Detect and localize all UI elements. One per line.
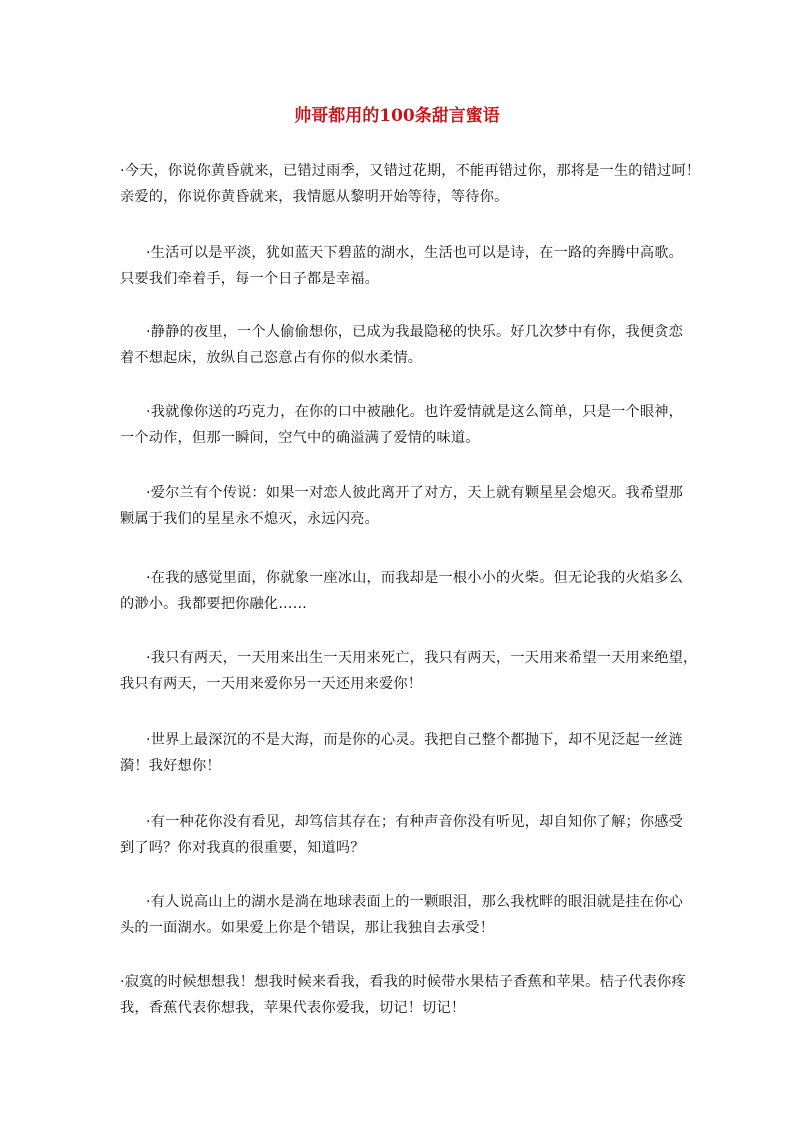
paragraph-line: ·生活可以是平淡，犹如蓝天下碧蓝的湖水，生活也可以是诗，在一路的奔腾中高歌。	[146, 245, 684, 261]
paragraph-line: 头的一面湖水。如果爱上你是个错误，那让我独自去承受！	[120, 920, 495, 936]
paragraph-4	[120, 399, 684, 451]
paragraph-line: 只要我们牵着手，每一个日子都是幸福。	[120, 271, 379, 287]
paragraph-line: 我，香蕉代表你想我，苹果代表你爱我，切记！切记！	[120, 1000, 466, 1016]
paragraph-line: ·世界上最深沉的不是大海，而是你的心灵。我把自己整个都抛下，却不见泛起一丝涟	[146, 732, 684, 748]
paragraph-line: ·寂寞的时候想想我！想我时候来看我，看我的时候带水果桔子香蕉和苹果。桔子代表你疼	[120, 974, 686, 990]
paragraph-line: 到了吗？你对我真的很重要，知道吗？	[120, 840, 365, 856]
paragraph-line: ·爱尔兰有个传说：如果一对恋人彼此离开了对方，天上就有颗星星会熄灭。我希望那	[146, 485, 684, 501]
paragraph-line: ·有一种花你没有看见，却笃信其存在；有种声音你没有听见，却自知你了解；你感受	[146, 814, 684, 830]
paragraph-5	[120, 480, 684, 532]
paragraph-6	[120, 565, 684, 617]
paragraph-line: 着不想起床，放纵自己恣意占有你的似水柔情。	[120, 350, 423, 366]
paragraph-line: ·在我的感觉里面，你就象一座冰山，而我却是一根小小的火柴。但无论我的火焰多么	[146, 570, 684, 586]
paragraph-11	[120, 969, 686, 1021]
paragraph-3	[120, 319, 684, 371]
paragraph-line: 我只有两天，一天用来爱你另一天还用来爱你！	[120, 676, 423, 692]
paragraph-line: 亲爱的，你说你黄昏就来，我情愿从黎明开始等待，等待你。	[120, 189, 509, 205]
paragraph-line: ·有人说高山上的湖水是淌在地球表面上的一颗眼泪，那么我枕畔的眼泪就是挂在你心	[146, 894, 684, 910]
paragraph-line: 一个动作，但那一瞬间，空气中的确溢满了爱情的味道。	[120, 430, 480, 446]
paragraph-8	[120, 727, 684, 779]
paragraph-line: ·我就像你送的巧克力，在你的口中被融化。也许爱情就是这么简单，只是一个眼神，	[146, 404, 684, 420]
paragraph-2	[120, 240, 684, 292]
paragraph-1	[120, 158, 701, 210]
paragraph-10	[120, 889, 684, 941]
paragraph-line: ·静静的夜里，一个人偷偷想你，已成为我最隐秘的快乐。好几次梦中有你，我便贪恋	[146, 324, 684, 340]
paragraph-7	[120, 645, 698, 697]
paragraph-9	[120, 809, 684, 861]
paragraph-line: 的渺小。我都要把你融化……	[120, 596, 308, 612]
paragraph-line: 颗属于我们的星星永不熄灭，永远闪亮。	[120, 511, 379, 527]
paragraph-line: ·我只有两天，一天用来出生一天用来死亡，我只有两天，一天用来希望一天用来绝望，	[146, 650, 698, 666]
paragraph-line: ·今天，你说你黄昏就来，已错过雨季，又错过花期，不能再错过你，那将是一生的错过呵！	[120, 163, 701, 179]
document-title: 帅哥都用的100条甜言蜜语	[294, 106, 500, 126]
paragraph-line: 漪！我好想你！	[120, 758, 221, 774]
